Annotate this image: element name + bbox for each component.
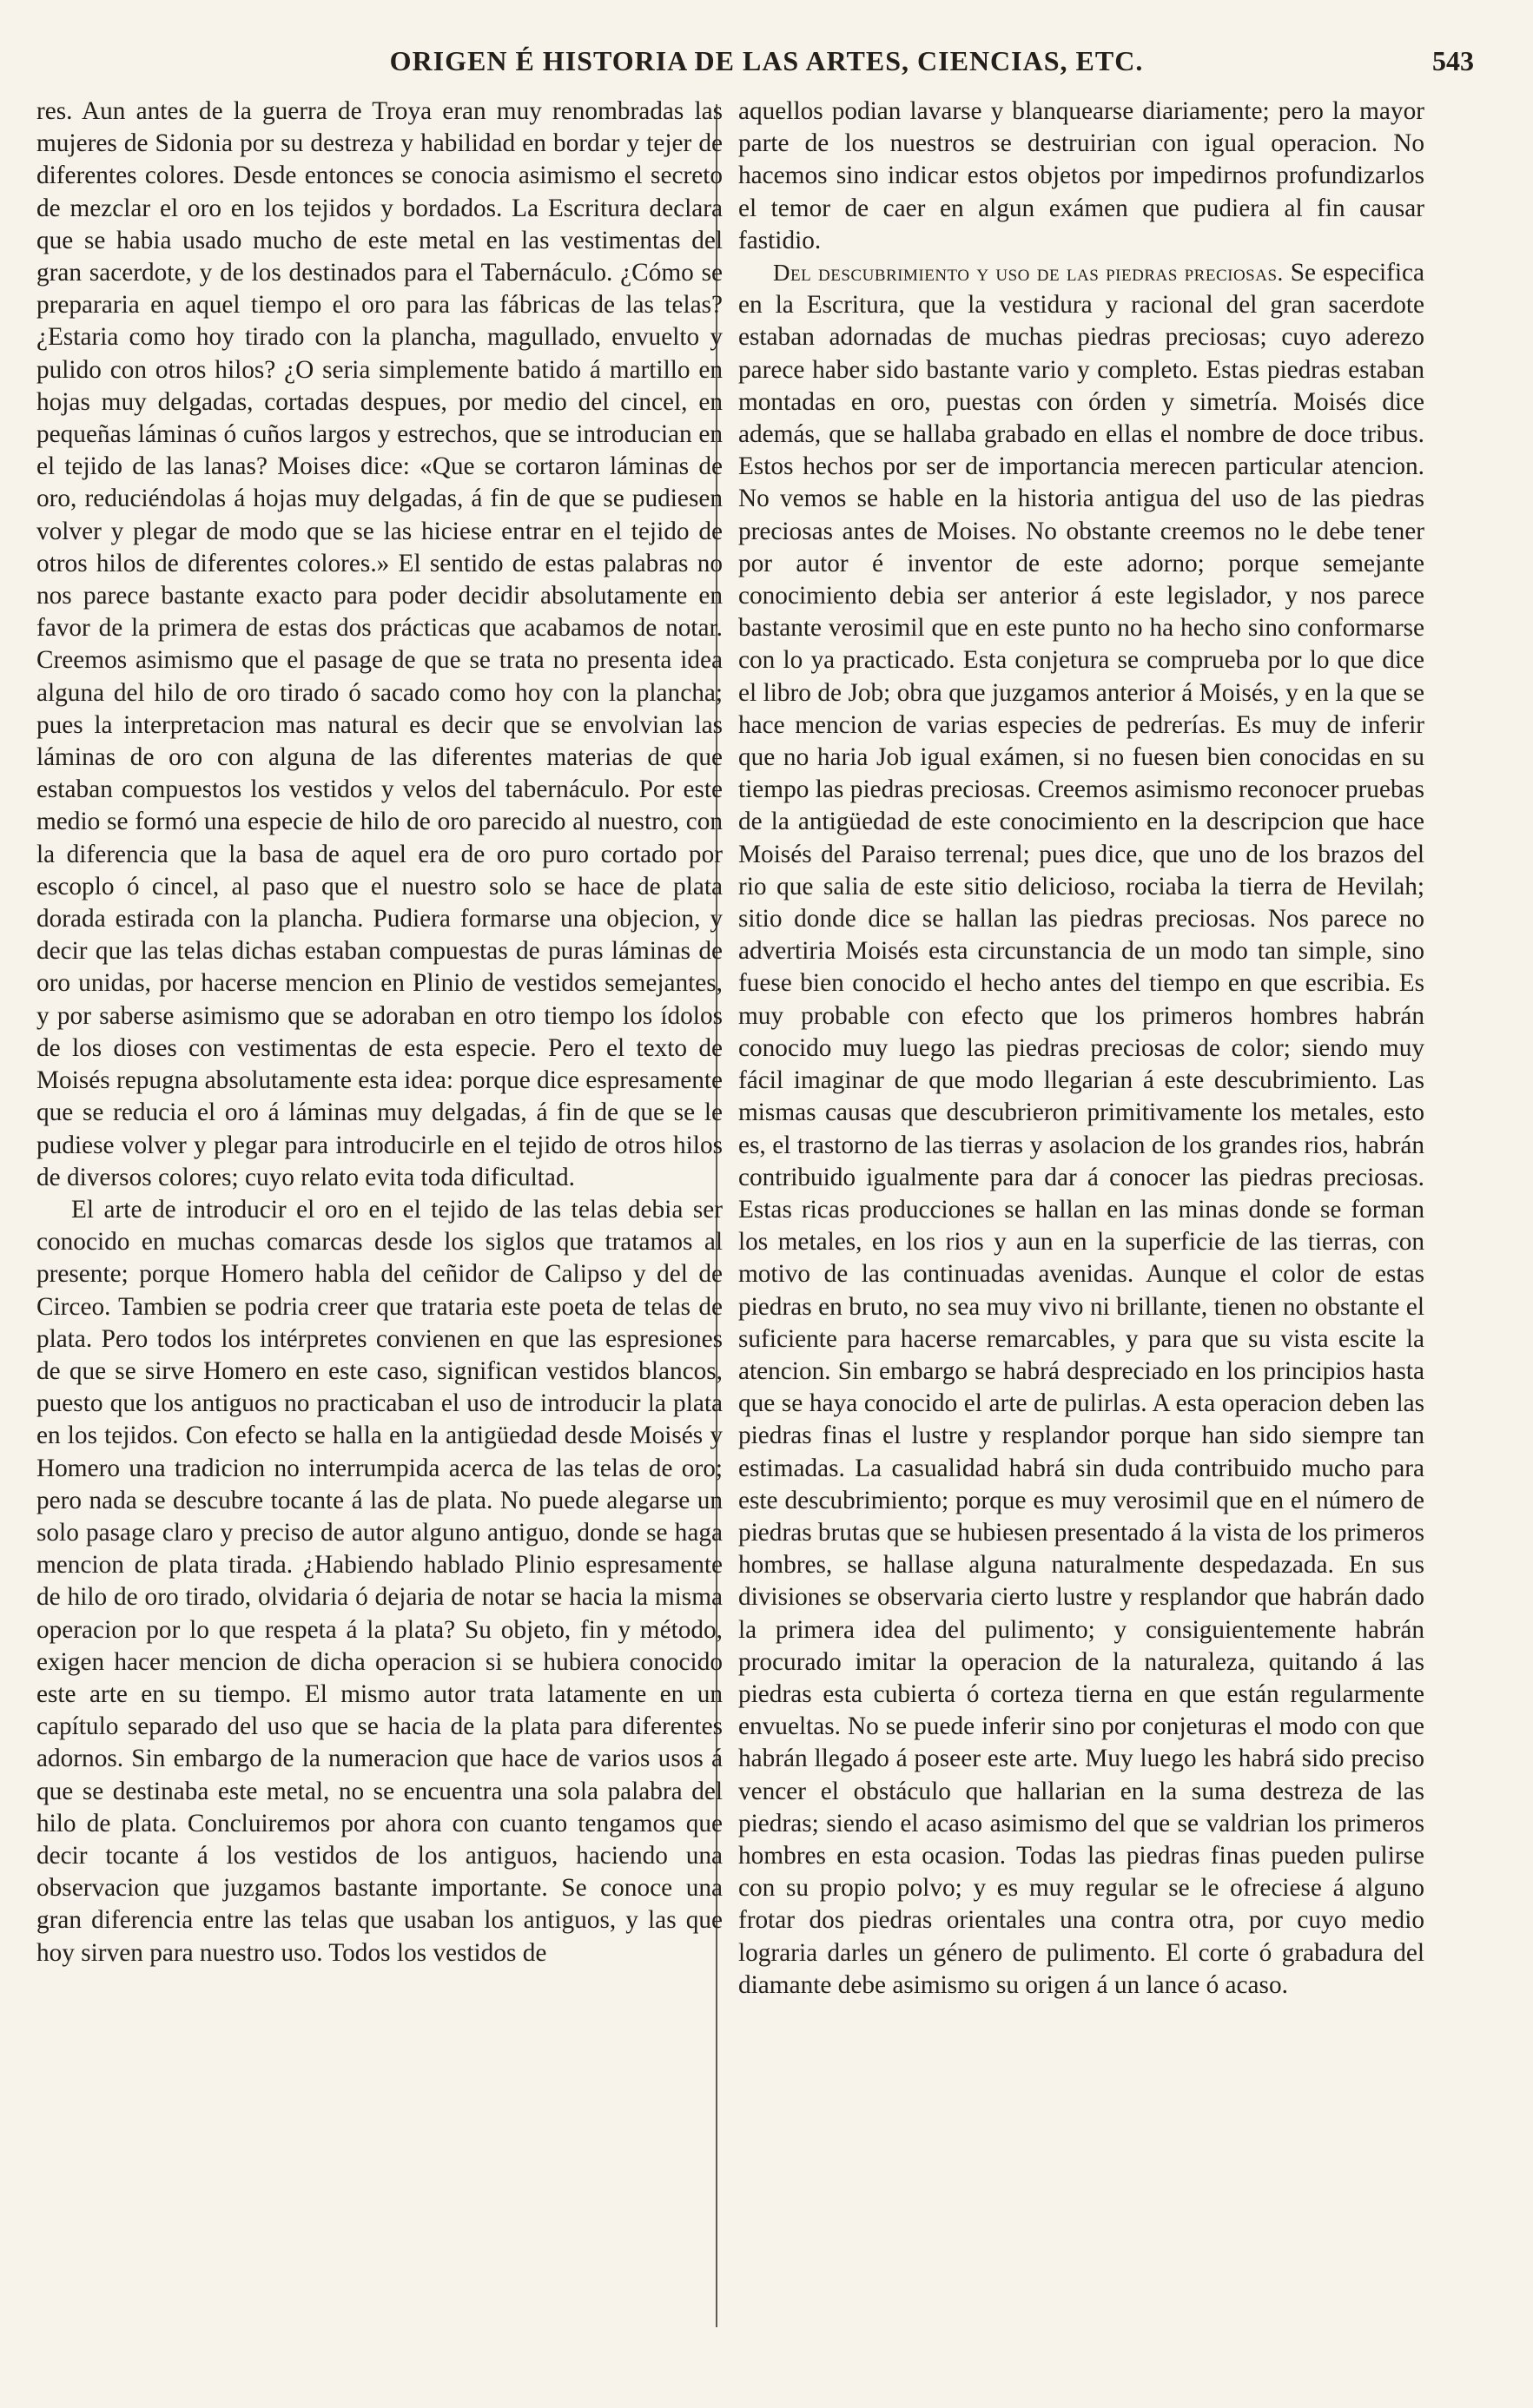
page-number: 543 [1432,45,1474,76]
paragraph: El arte de introducir el oro en el tejido de las telas debia ser conocido en muchas comarcas desde los siglos que tratamos al presente; porque Homero habla del ceñidor de Calipso y del de Circeo. Tambien se podria creer que trataria este poeta de telas de plata. Pero todos los intérpretes convienen en que las espresiones de que se sirve Homero en este caso, significan vestidos blancos, puesto que los antiguos no practicaban el uso de introducir la plata en los tejidos. Con efecto se halla en la antigüedad desde Moisés y Homero una tradicion no interrumpida acerca de las telas de oro; pero nada se descubre tocante á las de plata. No puede alegarse un solo pasage claro y preciso de autor alguno antiguo, donde se haga mencion de plata tirada. ¿Habiendo hablado Plinio espresamente de hilo de oro tirado, olvidaria ó dejaria de notar se hacia la misma operacion por lo que respeta á la plata? Su objeto, fin y método, exigen hacer mencion de dicha operacion si se hubiera conocido este arte en su tiempo. El mismo autor trata latamente en un capítulo separado del uso que se hacia de la plata para diferentes adornos. Sin embargo de la numeracion que hace de varios usos á que se destinaba este metal, no se encuentra una sola palabra del hilo de plata. Concluiremos por ahora con cuanto tengamos que decir tocante á los vestidos de los antiguos, haciendo una observacion que juzgamos bastante importante. Se conoce una gran diferencia entre las telas que usaban los antiguos, y las que hoy sirven para nuestro uso. Todos los vestidos de [36,1195,723,1967]
page-title: ORIGEN É HISTORIA DE LAS ARTES, CIENCIAS, ETC. [389,45,1144,76]
paragraph: res. Aun antes de la guerra de Troya eran muy renombradas las mujeres de Sidonia por su destreza y habilidad en bordar y tejer de diferentes colores. Desde entonces se conocia asimismo el secreto de mezclar el oro en los tejidos y bordados. La Escritura declara que se habia usado mucho de este metal en las vestimentas del gran sacerdote, y de los destinados para el Tabernáculo. ¿Cómo se prepararia en aquel tiempo el oro para las fábricas de las telas? ¿Estaria como hoy tirado con la plancha, magullado, envuelto y pulido con otros hilos? ¿O seria simplemente batido á martillo en hojas muy delgadas, cortadas despues, por medio del cincel, en pequeñas láminas ó cuños largos y estrechos, que se introducian en el tejido de las lanas? Moises dice: «Que se cortaron láminas de oro, reduciéndolas á hojas muy delgadas, á fin de que se pudiesen volver y plegar de modo que se las hiciese entrar en el tejido de otros hilos de diferentes colores.» El sentido de estas palabras no nos parece bastante exacto para poder decidir absolutamente en favor de la primera de estas dos prácticas que acabamos de notar. Creemos asimismo que el pasage de que se trata no presenta idea alguna del hilo de oro tirado ó sacado como hoy con la plancha; pues la interpretacion mas natural es decir que se envolvian las láminas de oro con alguna de las diferentes materias de que estaban compuestos los vestidos y velos del tabernáculo. Por este medio se formó una especie de hilo de oro parecido al nuestro, con la diferencia que la basa de aquel era de oro puro cortado por escoplo ó cincel, al paso que el nuestro solo se hace de plata dorada estirada con la plancha. Pudiera formarse una objecion, y decir que las telas dichas estaban compuestas de puras láminas de oro unidas, por hacerse mencion en Plinio de vestidos semejantes, y por saberse asimismo que se adoraban en otro tiempo los ídolos de los dioses con vestimentas de esta especie. Pero el texto de Moisés repugna absolutamente esta idea: porque dice espresamente que se reducia el oro á láminas muy delgadas, á fin de que se le pudiese volver y plegar para introducirle en el tejido de otros hilos de diversos colores; cuyo relato evita toda dificultad. [36,97,723,1191]
section-text: Se especifica en la Escritura, que la vestidura y racional del gran sacerdote estaban adornadas de muchas piedras preciosas; cuyo aderezo parece haber sido bastante vario y completo. Estas piedras estaban montadas en oro, puestas con órden y simetría. Moisés dice además, que se hallaba grabado en ellas el nombre de doce tribus. Estos hechos por ser de importancia merecen particular atencion. No vemos se hable en la historia antigua del uso de las piedras preciosas antes de Moises. No obstante creemos no le debe tener por autor é inventor de este adorno; porque semejante conocimiento debia ser anterior á este legislador, y nos parece bastante verosimil que en este punto no ha hecho sino conformarse con lo ya practicado. Esta conjetura se comprueba por lo que dice el libro de Job; obra que juzgamos anterior á Moisés, y en la que se hace mencion de varias especies de pedrerías. Es muy de inferir que no haria Job igual exámen, si no fuesen bien conocidas en su tiempo las piedras preciosas. Creemos asimismo reconocer pruebas de la antigüedad de este conocimiento en la descripcion que hace Moisés del Paraiso terrenal; pues dice, que uno de los brazos del rio que salia de este sitio delicioso, rociaba la tierra de Hevilah; sitio donde dice se hallan las piedras preciosas. Nos parece no advertiria Moisés esta circunstancia de un modo tan simple, sino fuese bien conocido el hecho antes del tiempo en que escribia. Es muy probable con efecto que los primeros hombres habrán conocido muy luego las piedras preciosas de color; siendo muy fácil imaginar de que modo llegarian á este descubrimiento. Las mismas causas que descubrieron primitivamente los metales, esto es, el trastorno de las tierras y asolacion de los grandes rios, habrán contribuido igualmente para dar á conocer las piedras preciosas. Estas ricas producciones se hallan en las minas donde se forman los metales, en los rios y aun en la superficie de las tierras, con motivo de las continuadas avenidas. Aunque el color de estas piedras en bruto, no sea muy vivo ni brillante, tienen no obstante el suficiente para hacerse remarcables, y para que su vista escite la atencion. Sin embargo se habrá despreciado en los principios hasta que se haya conocido el arte de pulirlas. A esta operacion deben las piedras finas el lustre y resplandor porque han sido siempre tan estimadas. La casualidad habrá sin duda contribuido mucho para este descubrimiento; porque es muy verosimil que en el número de piedras brutas que se hubiesen presentado á la vista de los primeros hombres, se hallase alguna naturalmente despedazada. En sus divisiones se observaria cierto lustre y resplandor que habrán dado la primera idea del pulimento; y consiguientemente habrán procurado imitar la operacion de la naturaleza, quitando á las piedras esta cubierta ó corteza tierna en que están regularmente envueltas. No se puede inferir sino por conjeturas el modo con que habrán llegado á poseer este arte. Muy luego les habrá sido preciso vencer el obstáculo que hallarian en la suma destreza de las piedras; siendo el acaso asimismo del que se valdrian los primeros hombres en esta ocasion. Todas las piedras finas pueden pulirse con su propio polvo; y es muy regular se le ofreciese á alguno frotar dos piedras orientales una contra otra, por cuyo medio lograria darles un género de pulimento. El corte ó grabadura del diamante debe asimismo su origen á un lance ó acaso. [738,259,1425,1999]
right-column [738,96,1424,2002]
left-column [36,96,723,1969]
running-head [0,45,1533,89]
section-heading: Del descubrimiento y uso de las piedras preciosas. [773,260,1284,287]
section-paragraph [738,257,1424,2002]
paragraph: aquellos podian lavarse y blanquearse diariamente; pero la mayor parte de los nuestros se destruirian con igual operacion. No hacemos sino indicar estos objetos por impedirnos profundizarlos el temor de caer en algun exámen que pudiera al fin causar fastidio. [738,97,1424,254]
